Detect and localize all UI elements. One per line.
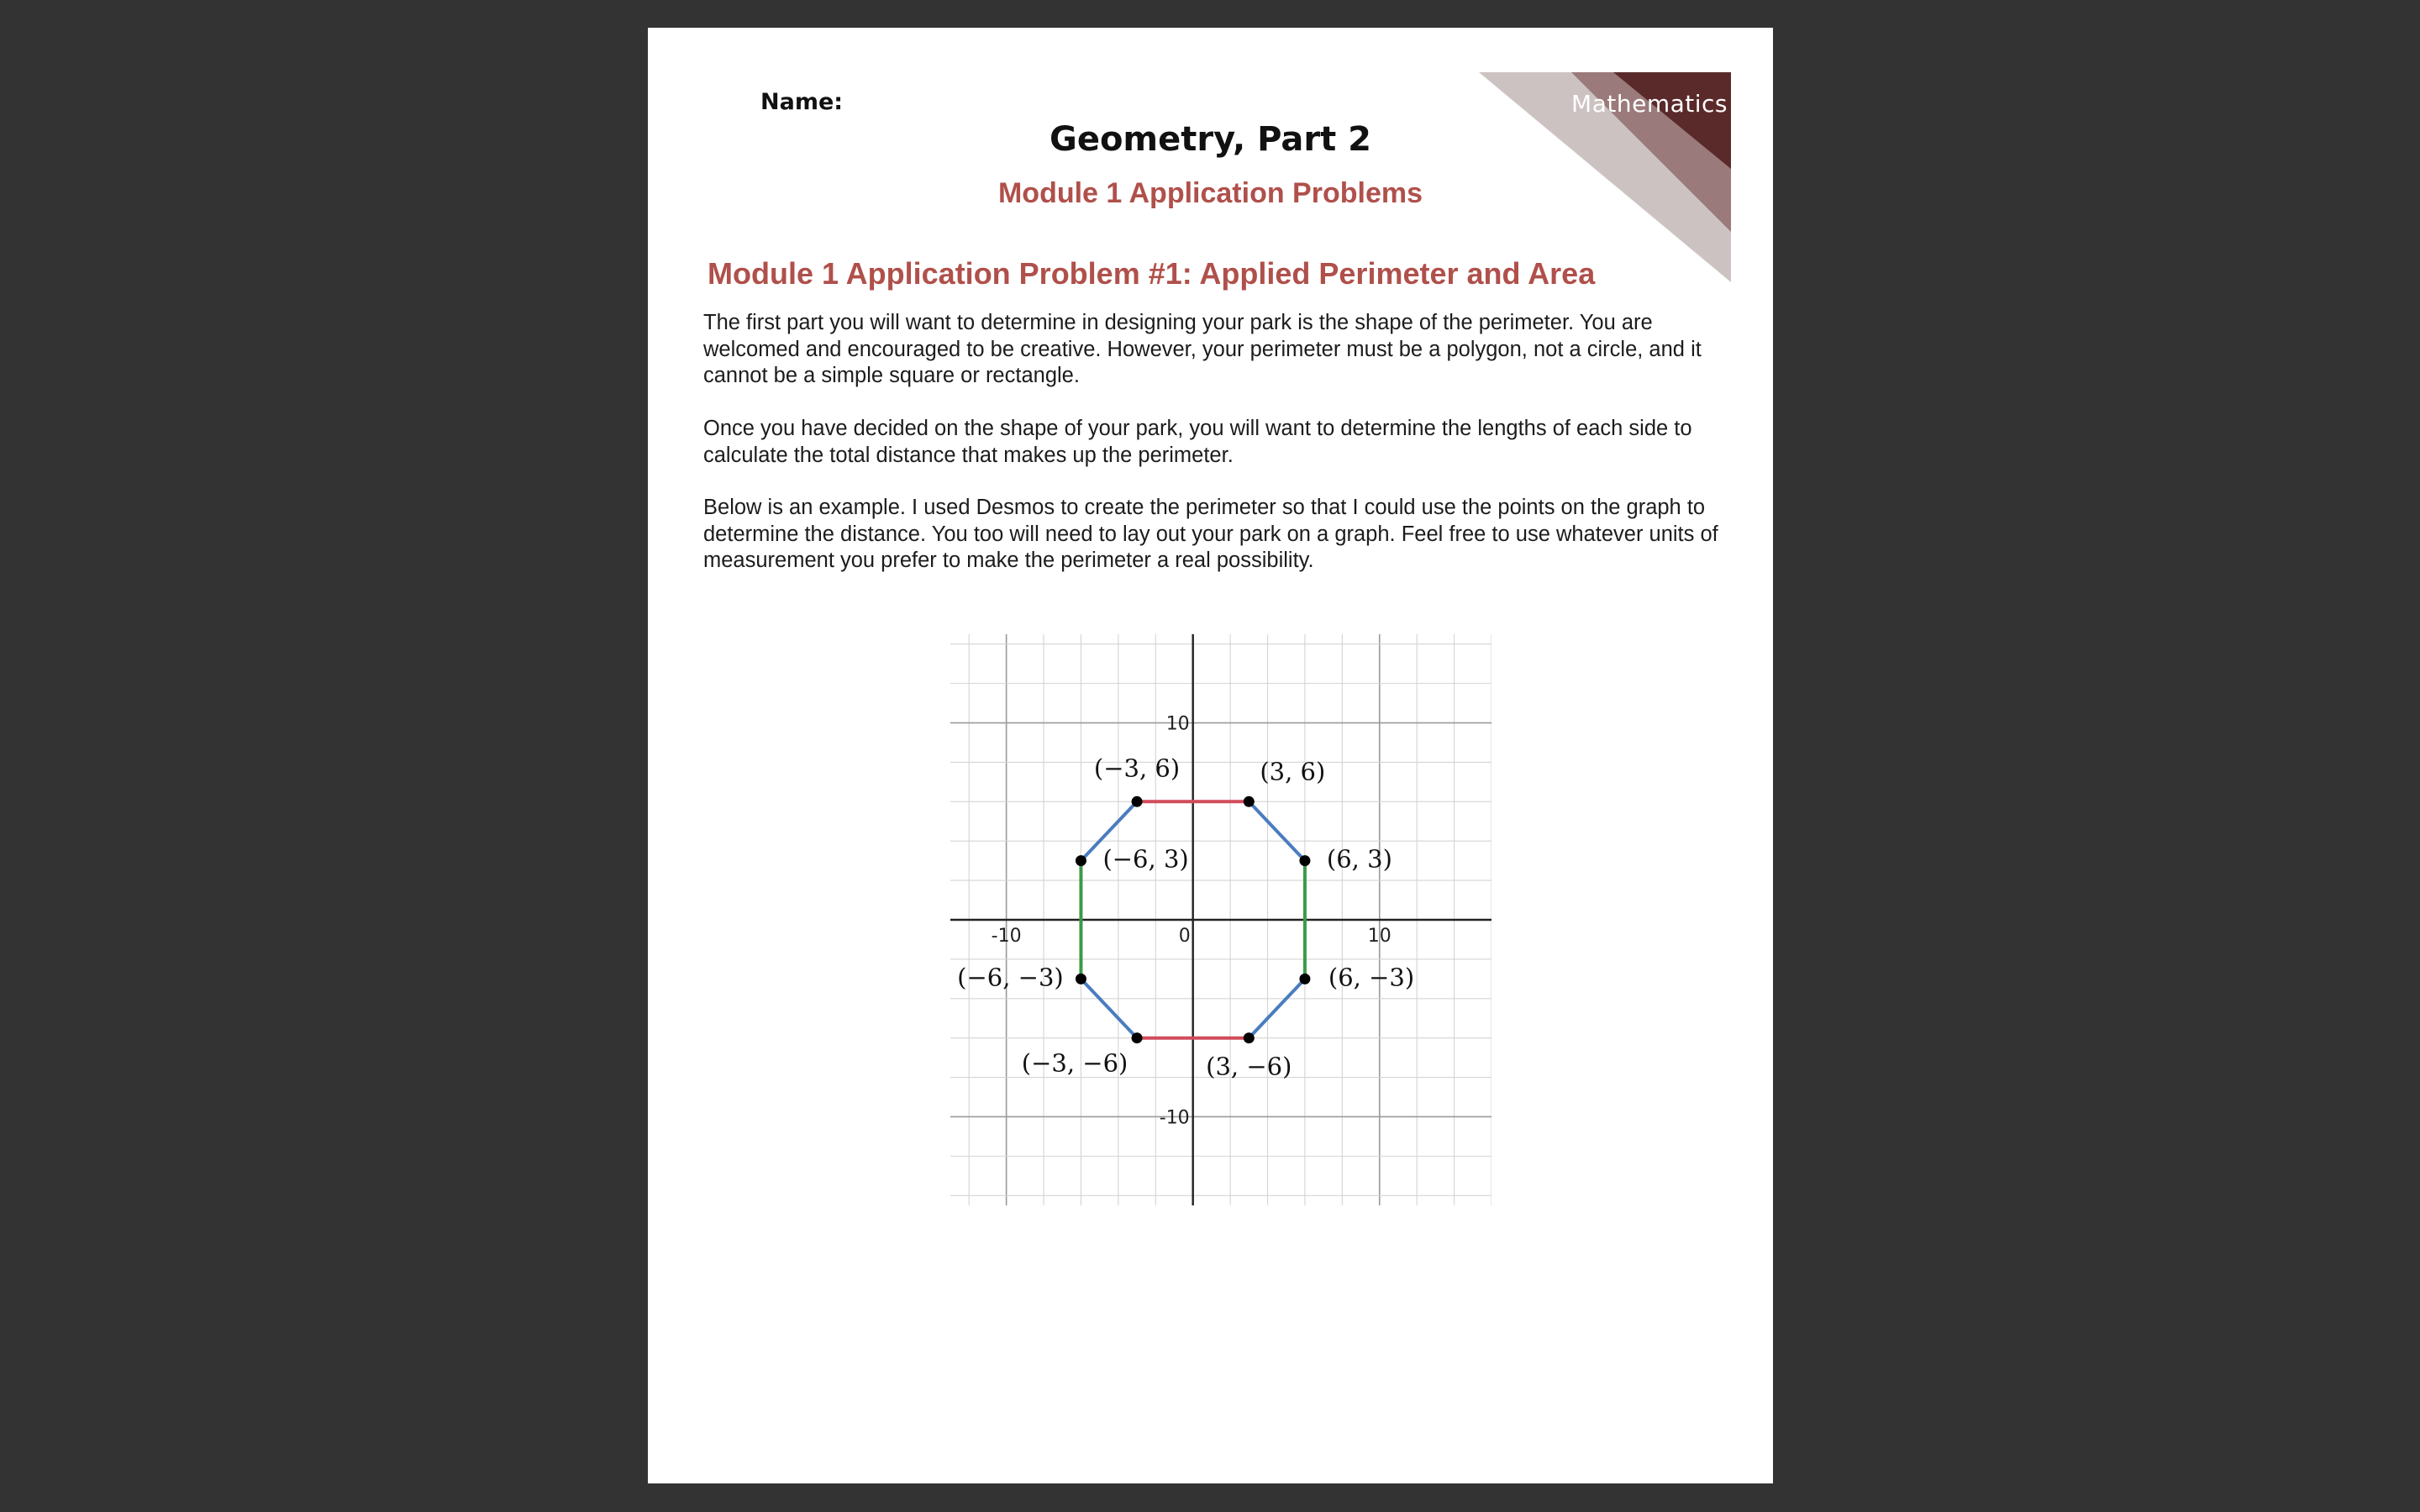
data-point [1076,974,1086,984]
data-point [1076,855,1086,866]
document-page [648,28,1773,1483]
data-point [1132,796,1143,807]
point-label: (6, 3) [1326,844,1392,874]
polygon-edge [1081,979,1137,1037]
paragraph-3: Below is an example. I used Desmos to create the perimeter so that I could use the points on the graph to determine the distance. You too will need to lay out your park on a graph. Feel free to use whatever units of measurement you prefer to make the perimeter a real possibility. [703,496,1718,572]
x-tick-label: 0 [1178,926,1191,947]
polygon-edge [1249,801,1305,860]
subject-label: Mathematics [1571,90,1728,118]
point-label: (3, 6) [1260,757,1326,786]
coordinate-graph [950,634,1491,1205]
polygon-edge [1249,979,1305,1037]
data-point [1132,1032,1143,1043]
y-tick-label: -10 [1159,1107,1190,1129]
x-tick-label: -10 [991,926,1022,947]
point-label: (−6, −3) [957,963,1064,992]
data-point [1244,796,1255,807]
axes-layer [950,634,1491,1205]
y-tick-label: 10 [1165,713,1190,735]
page-subtitle: Module 1 Application Problems [997,177,1423,209]
point-label: (3, −6) [1206,1052,1292,1081]
point-label: (−6, 3) [1102,844,1189,874]
point-label: (−3, 6) [1093,753,1181,783]
data-point [1244,1032,1255,1043]
paragraph-1: The first part you will want to determine in designing your park is the shape of the perimeter. You are welcomed and encouraged to be creative. However, your perimeter must be a polygon, not a circle, and it cannot be a simple square or rectangle. [703,311,1702,387]
name-label: Name: [760,89,844,115]
paragraph-2: Once you have decided on the shape of your park, you will want to determine the lengths of each side to calculate the total distance that makes up the perimeter. [703,417,1692,467]
data-point [1299,974,1310,984]
data-point [1299,855,1310,866]
x-tick-label: 10 [1367,926,1392,947]
point-label: (−3, −6) [1021,1048,1128,1078]
problem-heading: Module 1 Application Problem #1: Applied Perimeter and Area [708,256,1596,291]
page-title: Geometry, Part 2 [1049,120,1372,159]
point-label: (6, −3) [1328,963,1415,992]
